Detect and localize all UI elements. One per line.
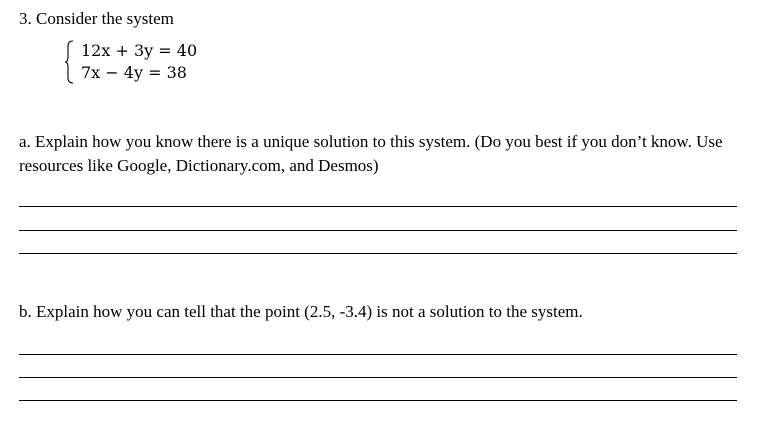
answer-line-b-1 (19, 354, 737, 355)
answer-line-a-2 (19, 230, 737, 231)
answer-line-a-3 (19, 253, 737, 254)
part-a-prompt: a. Explain how you know there is a unique solution to this system. (Do you best if you don’t know. Use resources like Google, Dictionary.com, and Desmos) (19, 132, 723, 175)
equation-1: 12x + 3y = 40 (81, 41, 198, 60)
answer-line-a-1 (19, 206, 737, 207)
part-b-prompt: b. Explain how you can tell that the point (2.5, -3.4) is not a solution to the system. (19, 302, 583, 321)
answer-line-b-2 (19, 377, 737, 378)
question-heading: 3. Consider the system (19, 9, 174, 28)
system-of-equations (64, 40, 224, 84)
answer-line-b-3 (19, 400, 737, 401)
left-brace-icon (64, 40, 74, 84)
equation-2: 7x − 4y = 38 (81, 63, 187, 82)
